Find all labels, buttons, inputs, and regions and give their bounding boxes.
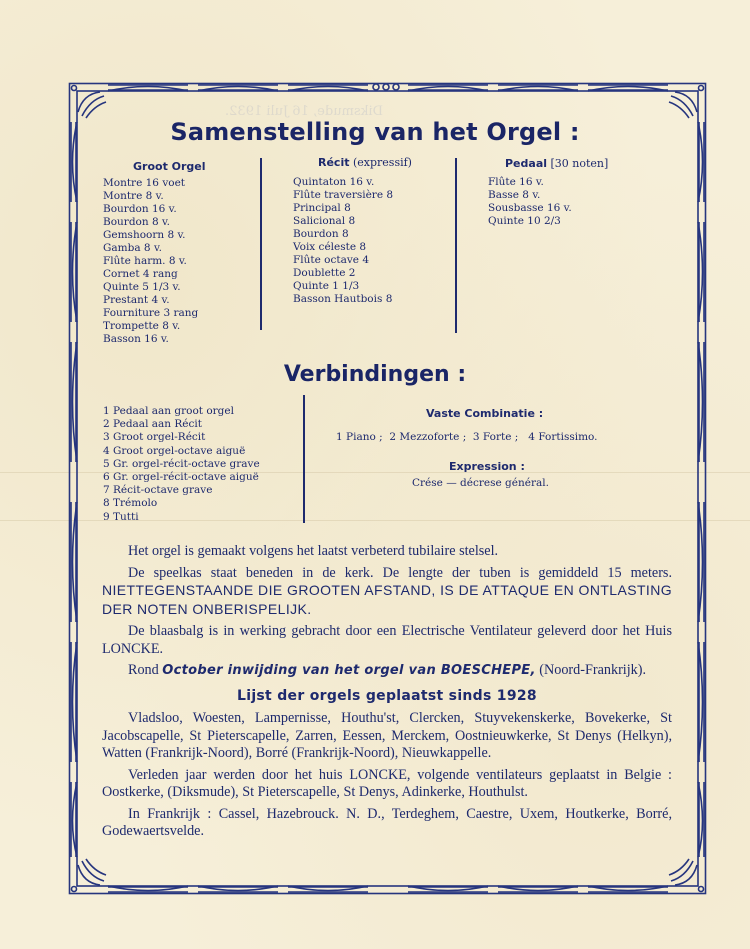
heading-label: Groot Orgel	[133, 160, 206, 173]
stop-item: Quintaton 16 v.	[293, 176, 375, 188]
column-divider	[260, 158, 262, 330]
stop-item: Gemshoorn 8 v.	[103, 229, 186, 241]
stop-item: Bourdon 16 v.	[103, 203, 177, 215]
stop-item: Basson Hautbois 8	[293, 293, 393, 305]
stop-item: Cornet 4 rang	[103, 268, 178, 280]
fixed-combinations-heading: Vaste Combinatie :	[426, 407, 544, 420]
couplings-title: Verbindingen :	[283, 362, 467, 387]
paragraph-organ-list: Vladsloo, Woesten, Lampernisse, Houthu'st, Clercken, Stuyvekenskerke, Bovekerke, St Jacobscapelle, St Pieterscapelle, Zarren, Eessen, Merckem, Oostnieuwkerke, St Denys (Helkyn), Watten (Frankrijk-Noord), Borré (Frankrijk-Noord), Nieuwkappelle.	[102, 710, 672, 761]
column-divider	[455, 158, 457, 333]
stop-list-groot-orgel	[103, 177, 198, 346]
coupling-item: 1 Pedaal aan groot orgel	[103, 405, 234, 417]
stop-item: Montre 8 v.	[103, 190, 164, 202]
paragraph-emphasis: October inwijding van het orgel van BOESCHEPE,	[162, 663, 536, 678]
paragraph-ventilators-belgium: Verleden jaar werden door het huis LONCKE, volgende ventilateurs geplaatst in Belgie : Oostkerke, (Diksmude), St Pieterscapelle, St Denys, Adinkerke, Houthulst.	[102, 766, 672, 800]
stop-item: Basson 16 v.	[103, 333, 169, 345]
expression-text: Crése — décrese général.	[412, 477, 549, 489]
stop-item: Trompette 8 v.	[103, 320, 181, 332]
paragraph-caps-text: NIETTEGENSTAANDE DIE GROOTEN AFSTAND, IS DE ATTAQUE EN ONTLASTING DER NOTEN ONBERISPELIJK.	[102, 582, 672, 617]
coupling-item: 4 Groot orgel-octave aiguë	[103, 444, 246, 457]
coupling-item: 8 Trémolo	[103, 497, 158, 510]
column-heading-groot-orgel	[133, 160, 206, 173]
heading-label: Pedaal	[505, 157, 548, 170]
organ-list-title: Lijst der orgels geplaatst sinds 1928	[237, 687, 537, 704]
coupling-item: 9 Tutti	[103, 510, 139, 523]
coupling-item: 5 Gr. orgel-récit-octave grave	[103, 457, 260, 470]
stop-item: Doublette 2	[293, 267, 356, 279]
stop-item: Fourniture 3 rang	[103, 307, 199, 319]
paragraph-tubular-system: Het orgel is gemaakt volgens het laatst verbeterd tubilaire stelsel.	[128, 543, 499, 559]
stop-item: Montre 16 voet	[103, 177, 186, 189]
paragraph-console	[102, 565, 672, 620]
coupling-item: 7 Récit-octave grave	[103, 484, 213, 497]
paragraph-bellows: De blaasbalg is in werking gebracht door een Electrische Ventilateur geleverd door het Huis LONCKE.	[102, 623, 672, 657]
stop-item: Quinte 5 1/3 v.	[103, 281, 181, 293]
stop-item: Salicional 8	[293, 215, 356, 227]
coupling-item: 2 Pedaal aan Récit	[103, 418, 202, 431]
column-heading-pedaal	[505, 157, 608, 170]
description-text	[102, 543, 672, 845]
paragraph-text: (Noord-Frankrijk).	[535, 662, 647, 678]
couplings-list	[103, 405, 260, 524]
stop-item: Flûte harm. 8 v.	[103, 255, 187, 267]
paragraph-text: Rond	[128, 662, 163, 678]
stop-item: Quinte 10 2/3	[488, 215, 561, 227]
couplings-divider	[303, 395, 305, 523]
fixed-combinations-text: 1 Piano ; 2 Mezzoforte ; 3 Forte ; 4 Fortissimo.	[336, 431, 598, 443]
paragraph-inauguration	[102, 662, 672, 680]
heading-suffix: [30 noten]	[547, 157, 609, 170]
stop-item: Voix céleste 8	[293, 241, 367, 253]
stop-item: Principal 8	[293, 202, 351, 214]
stop-item: Basse 8 v.	[488, 189, 541, 201]
stop-item: Quinte 1 1/3	[293, 280, 360, 292]
expression-heading: Expression :	[449, 460, 525, 473]
stop-item: Flûte 16 v.	[488, 176, 544, 188]
paragraph-ventilators-france: In Frankrijk : Cassel, Hazebrouck. N. D., Terdeghem, Caestre, Uxem, Houtkerke, Borré, Godewaertsvelde.	[102, 805, 672, 839]
stop-item: Flûte octave 4	[293, 254, 370, 266]
bleed-through-text: Diksmude, 16 Juli 1932.	[225, 104, 384, 119]
stop-item: Bourdon 8 v.	[103, 216, 171, 228]
heading-suffix: (expressif)	[349, 156, 412, 169]
stop-item: Prestant 4 v.	[103, 294, 170, 306]
page-title: Samenstelling van het Orgel :	[170, 118, 580, 146]
stop-item: Sousbasse 16 v.	[488, 202, 572, 214]
coupling-item: 3 Groot orgel-Récit	[103, 431, 206, 444]
stop-item: Gamba 8 v.	[103, 242, 162, 254]
column-heading-recit	[318, 156, 412, 169]
stop-list-recit	[293, 176, 393, 306]
stop-list-pedaal	[488, 176, 572, 228]
stop-item: Flûte traversière 8	[293, 189, 394, 201]
heading-label: Récit	[318, 156, 350, 169]
paragraph-text: De speelkas staat beneden in de kerk. De lengte der tuben is gemiddeld 15 meters.	[128, 564, 672, 581]
stop-item: Bourdon 8	[293, 228, 349, 240]
coupling-item: 6 Gr. orgel-récit-octave aiguë	[103, 471, 259, 484]
